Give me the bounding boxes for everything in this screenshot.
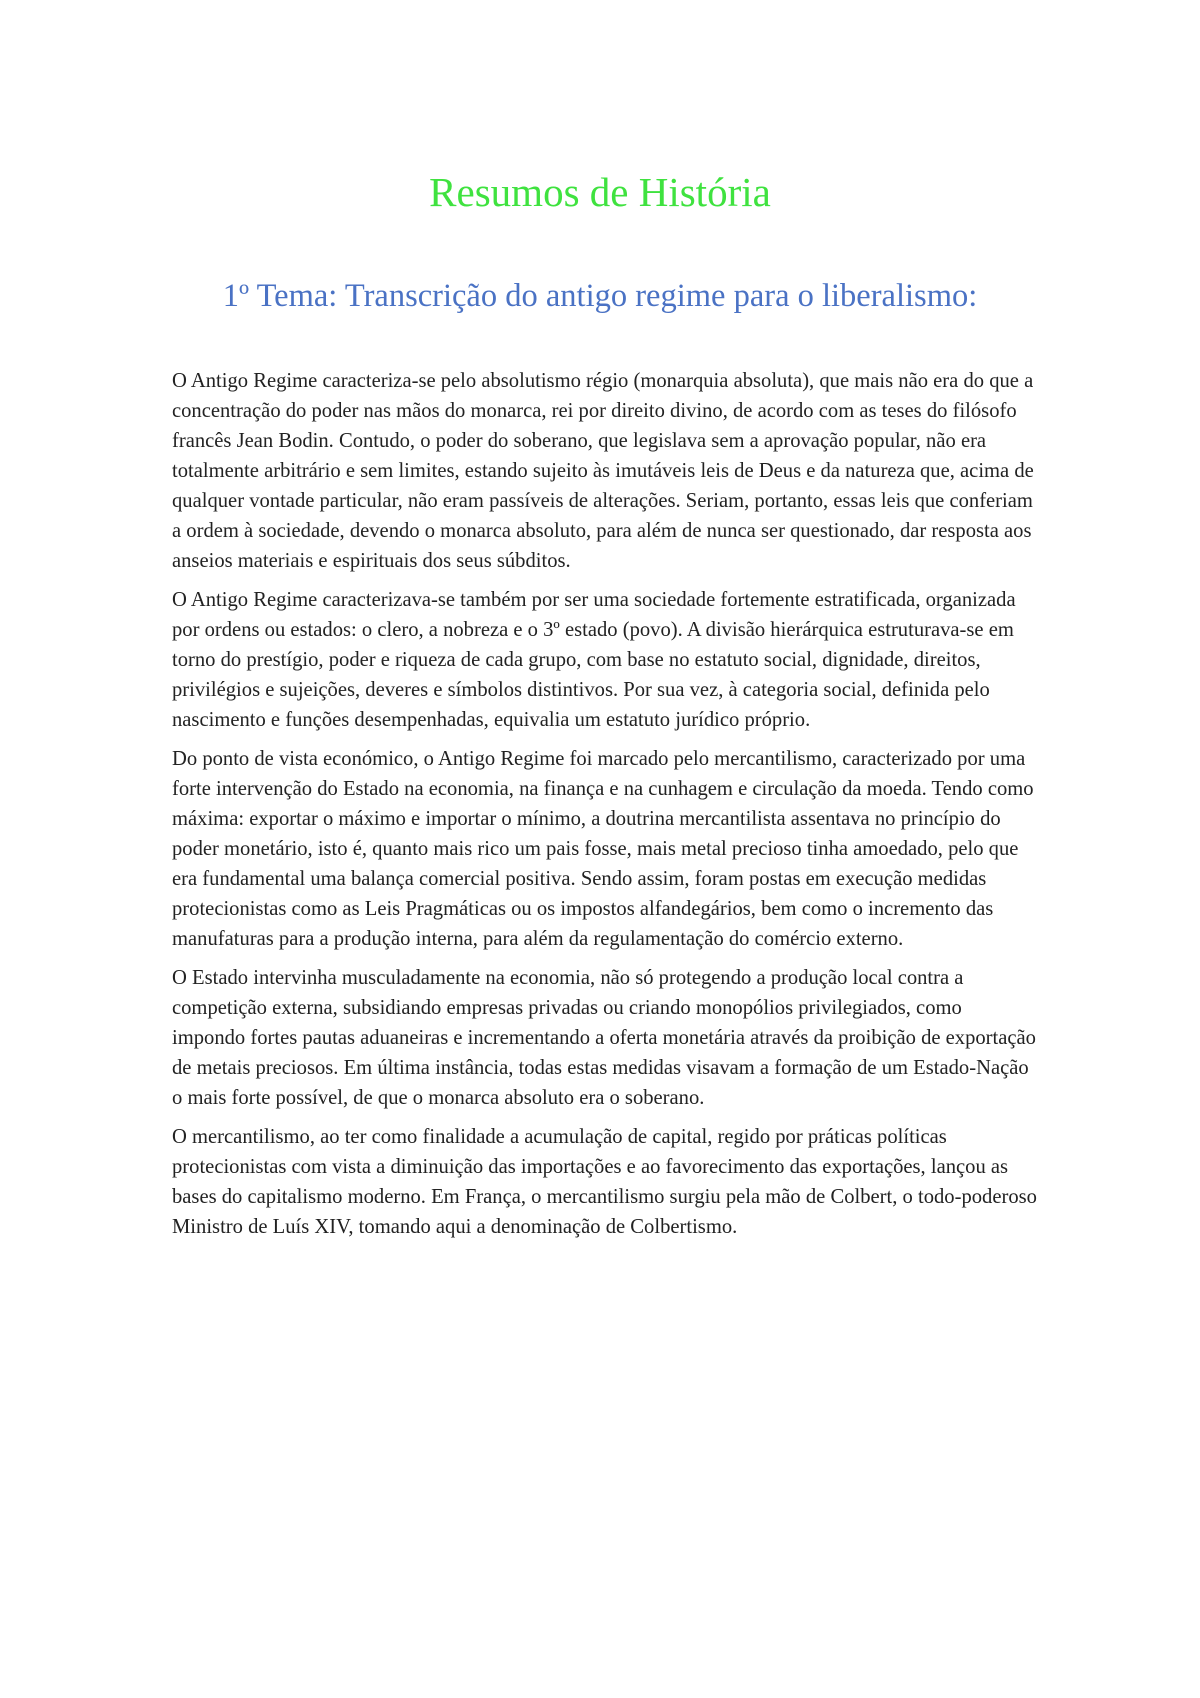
paragraph-sociedade: O Antigo Regime caracterizava-se também por ser uma sociedade fortemente estratificada, organizada por ordens ou estados: o clero, a nobreza e o 3º estado (povo). A divisão hierárquica estruturava-se em torno do prestígio, poder e riqueza de cada grupo, com base no estatuto social, dignidade, direitos, privilégios e sujeições, deveres e símbolos distintivos. Por sua vez, à categoria social, definida pelo nascimento e funções desempenhadas, equivalia um estatuto jurídico próprio. xyxy=(172,589,1016,731)
paragraph-antigo-regime: O Antigo Regime caracteriza-se pelo absolutismo régio (monarquia absoluta), que mais não era do que a concentração do poder nas mãos do monarca, rei por direito divino, de acordo com as teses do filósofo francês Jean Bodin. Contudo, o poder do soberano, que legislava sem a aprovação popular, não era totalmente arbitrário e sem limites, estando sujeito às imutáveis leis de Deus e da natureza que, acima de qualquer vontade particular, não eram passíveis de alterações. Seriam, portanto, essas leis que conferiam a ordem à sociedade, devendo o monarca absoluto, para além de nunca ser questionado, dar resposta aos anseios materiais e espirituais dos seus súbditos. xyxy=(172,370,1034,572)
paragraph-economia: Do ponto de vista económico, o Antigo Regime foi marcado pelo mercantilismo, caracterizado por uma forte intervenção do Estado na economia, na finança e na cunhagem e circulação da moeda. Tendo como máxima: exportar o máximo e importar o mínimo, a doutrina mercantilista assentava no princípio do poder monetário, isto é, quanto mais rico um pais fosse, mais metal precioso tinha amoedado, pelo que era fundamental uma balança comercial positiva. Sendo assim, foram postas em execução medidas protecionistas como as Leis Pragmáticas ou os impostos alfandegários, bem como o incremento das manufaturas para a produção interna, para além da regulamentação do comércio externo. xyxy=(172,748,1034,950)
paragraph-mercantilismo: O mercantilismo, ao ter como finalidade a acumulação de capital, regido por práticas políticas protecionistas com vista a diminuição das importações e ao favorecimento das exportações, lançou as bases do capitalismo moderno. Em França, o mercantilismo surgiu pela mão de Colbert, o todo-poderoso Ministro de Luís XIV, tomando aqui a denominação de Colbertismo. xyxy=(172,1126,1037,1238)
document-body xyxy=(172,366,1038,1251)
section-heading: 1º Tema: Transcrição do antigo regime para o liberalismo: xyxy=(222,278,978,314)
document-title: Resumos de História xyxy=(429,169,771,215)
paragraph-estado: O Estado intervinha musculadamente na economia, não só protegendo a produção local contra a competição externa, subsidiando empresas privadas ou criando monopólios privilegiados, como impondo fortes pautas aduaneiras e incrementando a oferta monetária através da proibição de exportação de metais preciosos. Em última instância, todas estas medidas visavam a formação de um Estado-Nação o mais forte possível, de que o monarca absoluto era o soberano. xyxy=(172,967,1036,1109)
